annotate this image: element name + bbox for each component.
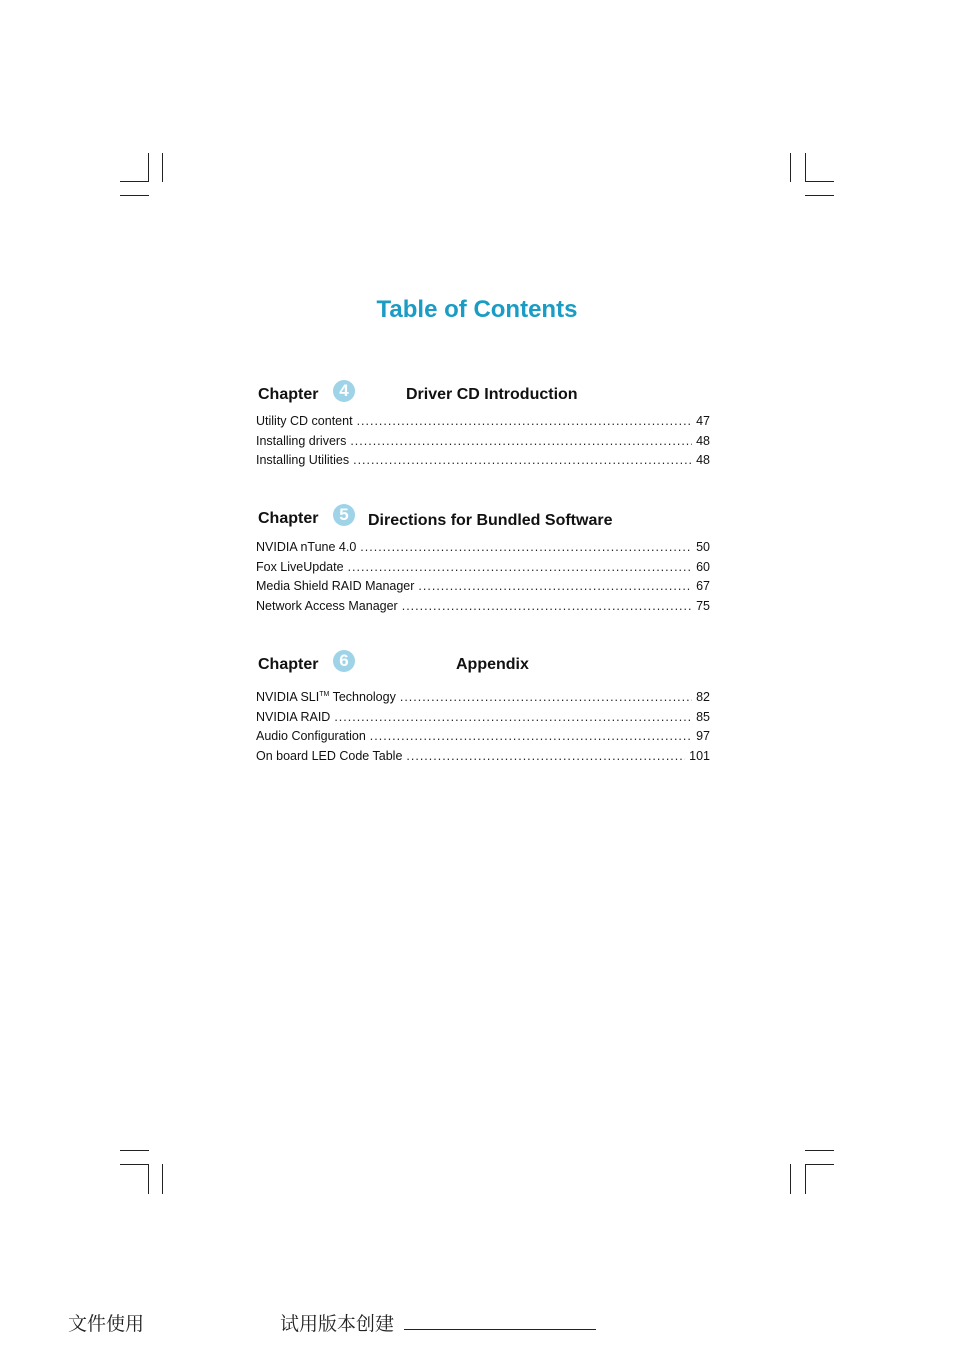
chapter-title: Driver CD Introduction — [406, 386, 578, 403]
chapter-6-section — [258, 650, 710, 768]
toc-leader-dots — [418, 579, 692, 593]
crop-mark — [120, 1150, 149, 1151]
toc-entry-page: 48 — [696, 433, 710, 448]
chapter-title: Appendix — [456, 656, 529, 673]
crop-mark — [162, 1164, 163, 1194]
chapter-label: Chapter — [258, 386, 319, 403]
crop-mark — [120, 181, 149, 182]
crop-mark — [805, 181, 834, 182]
toc-entry-name: Utility CD content — [256, 414, 353, 428]
toc-entry-page: 60 — [696, 559, 710, 574]
crop-mark — [120, 1164, 149, 1165]
crop-mark — [790, 153, 791, 182]
crop-mark — [805, 153, 806, 182]
toc-entry-name: Installing Utilities — [256, 453, 350, 467]
toc-entry[interactable] — [256, 749, 710, 769]
chapter-heading — [258, 380, 710, 410]
crop-mark — [162, 153, 163, 182]
crop-mark — [805, 1164, 834, 1165]
chapter-number-badge: 5 — [333, 504, 355, 526]
page-title: Table of Contents — [376, 296, 578, 323]
toc-entry-name: On board LED Code Table — [256, 748, 403, 763]
toc-entry-name-suffix: Technology — [329, 690, 396, 704]
toc-entry-page: 82 — [696, 690, 710, 704]
footer-watermark-middle: 试用版本创建 — [280, 1313, 395, 1335]
toc-leader-dots — [360, 540, 692, 554]
toc-entry[interactable] — [256, 599, 710, 619]
chapter-number-badge: 6 — [333, 650, 355, 672]
toc-entry-name: Network Access Manager — [256, 598, 398, 613]
toc-entry[interactable] — [256, 690, 710, 710]
toc-entry-name: Media Shield RAID Manager — [256, 579, 415, 593]
toc-entry-page: 75 — [696, 598, 710, 613]
chapter-label: Chapter — [258, 656, 319, 673]
chapter-heading — [258, 504, 710, 534]
toc-leader-dots — [406, 749, 685, 763]
toc-entry[interactable] — [256, 453, 710, 473]
toc-leader-dots — [402, 599, 692, 613]
chapter-number-badge: 4 — [333, 380, 355, 402]
toc-entry[interactable] — [256, 579, 710, 599]
toc-entry-page: 50 — [696, 540, 710, 554]
toc-entry-page: 97 — [696, 729, 710, 743]
toc-entry-name: Installing drivers — [256, 433, 347, 448]
chapter-heading — [258, 650, 710, 680]
toc-leader-dots — [350, 434, 692, 448]
crop-mark — [805, 1164, 806, 1194]
toc-entry-page: 101 — [689, 748, 710, 763]
toc-entry-name — [256, 690, 400, 704]
toc-entry-page: 47 — [696, 414, 710, 428]
chapter-title: Directions for Bundled Software — [368, 512, 613, 529]
footer-watermark-left: 文件使用 — [68, 1313, 145, 1335]
toc-entry[interactable] — [256, 710, 710, 730]
crop-mark — [148, 153, 149, 182]
chapter-label: Chapter — [258, 510, 319, 527]
crop-mark — [120, 195, 149, 196]
toc-leader-dots — [353, 453, 692, 467]
toc-entry-name-part: NVIDIA SLI — [256, 690, 320, 704]
toc-entry[interactable] — [256, 414, 710, 434]
toc-entry[interactable] — [256, 434, 710, 454]
crop-mark — [805, 195, 834, 196]
toc-entry-name: Fox LiveUpdate — [256, 559, 344, 574]
footer-underline — [404, 1329, 596, 1330]
toc-entry[interactable] — [256, 540, 710, 560]
toc-entry-name: NVIDIA nTune 4.0 — [256, 540, 357, 554]
toc-leader-dots — [334, 710, 692, 724]
toc-leader-dots — [400, 690, 692, 704]
chapter-5-section — [258, 504, 710, 618]
chapter-4-section — [258, 380, 710, 473]
trademark-superscript: TM — [319, 690, 330, 698]
crop-mark — [148, 1164, 149, 1194]
crop-mark — [790, 1164, 791, 1194]
toc-entry-page: 85 — [696, 709, 710, 724]
toc-entry-name: NVIDIA RAID — [256, 709, 331, 724]
toc-entry[interactable] — [256, 729, 710, 749]
toc-entry[interactable] — [256, 560, 710, 580]
toc-leader-dots — [357, 414, 693, 428]
toc-entry-name: Audio Configuration — [256, 729, 366, 743]
toc-leader-dots — [348, 560, 693, 574]
toc-leader-dots — [370, 729, 692, 743]
crop-mark — [805, 1150, 834, 1151]
toc-entry-page: 48 — [696, 453, 710, 467]
toc-entry-page: 67 — [696, 579, 710, 593]
